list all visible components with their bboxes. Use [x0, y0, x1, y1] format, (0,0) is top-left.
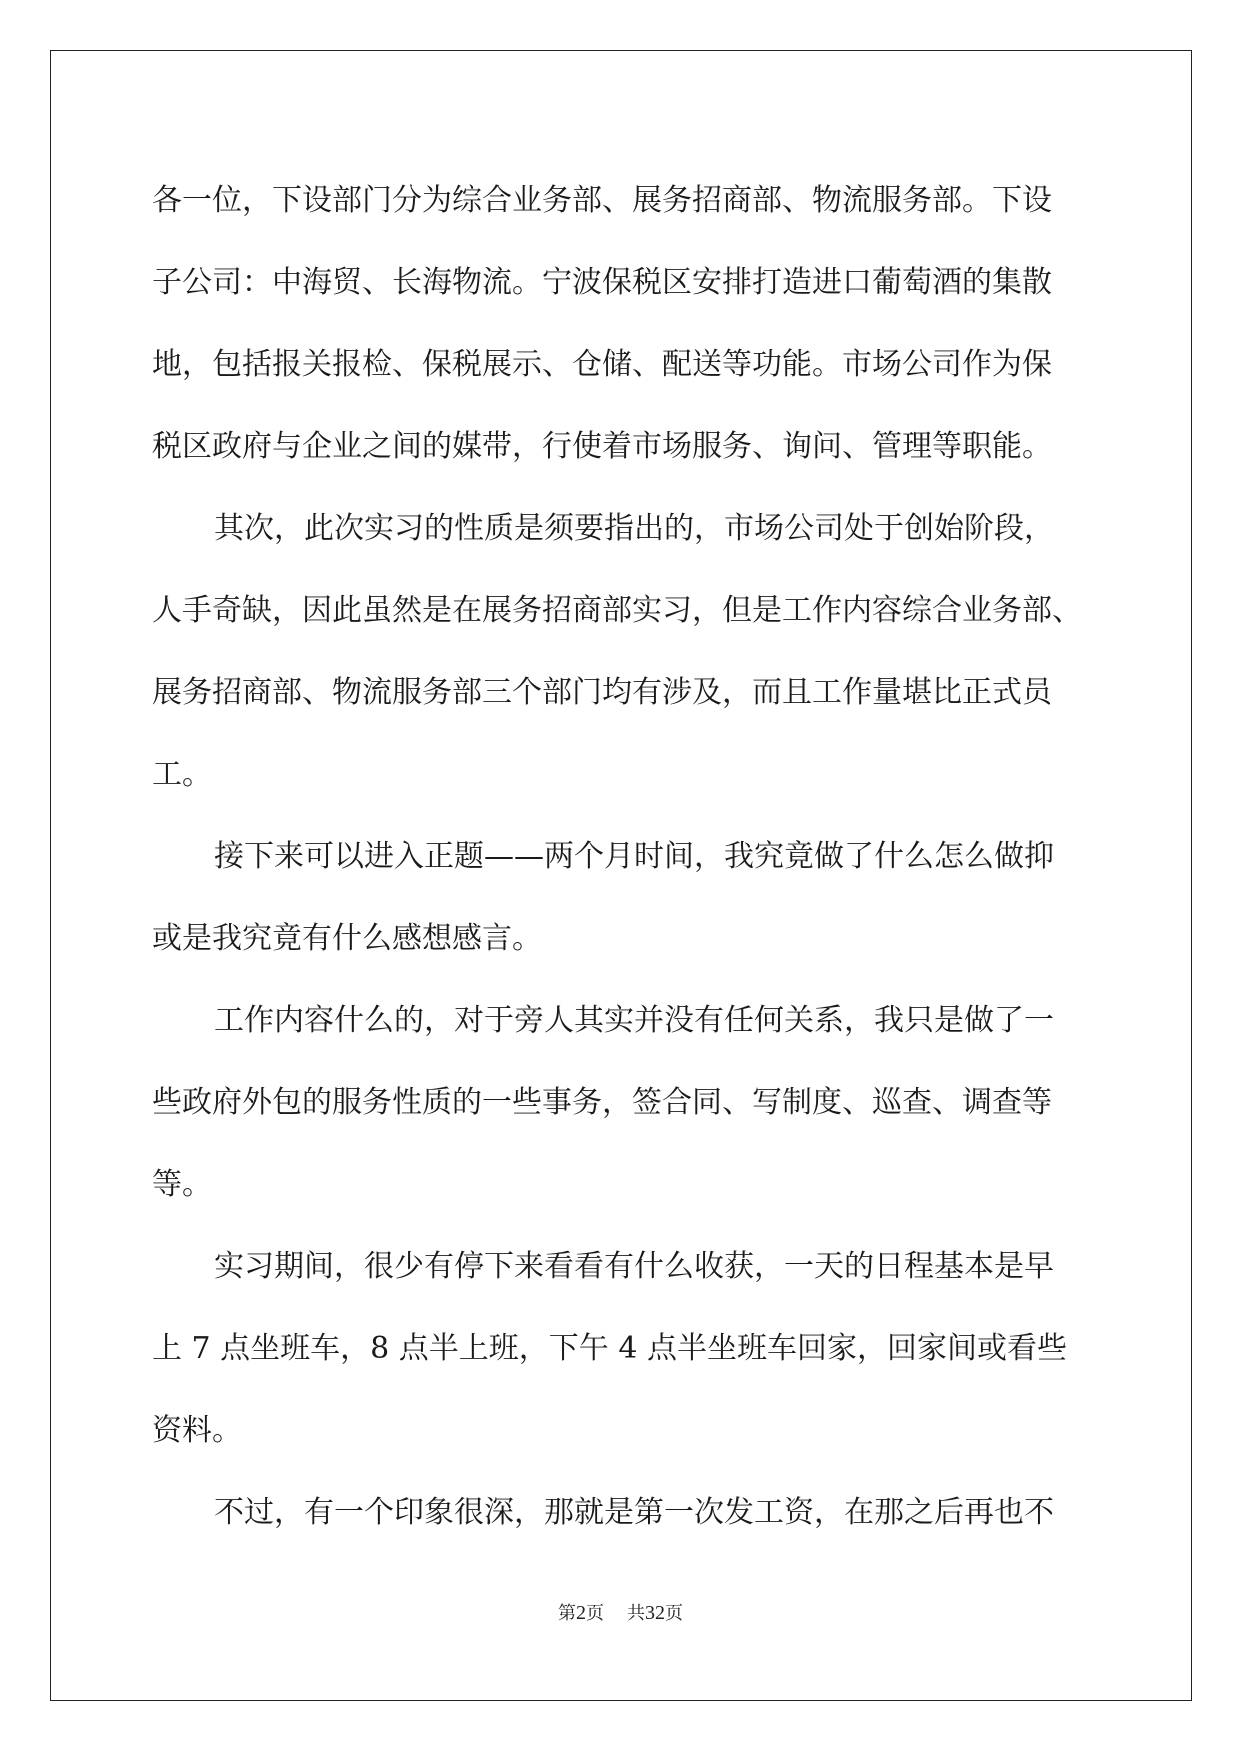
text-line: 其次，此次实习的性质是须要指出的，市场公司处于创始阶段，	[214, 511, 1054, 546]
text-line: 子公司：中海贸、长海物流。宁波保税区安排打造进口葡萄酒的集散	[152, 265, 1052, 300]
text-line: 工。	[152, 757, 212, 792]
text-line: 工作内容什么的，对于旁人其实并没有任何关系，我只是做了一	[214, 1003, 1054, 1038]
page-suffix: 页	[586, 1603, 605, 1624]
page-footer	[0, 1599, 1241, 1625]
text-line: 或是我究竟有什么感想感言。	[152, 921, 542, 956]
text-line: 资料。	[152, 1413, 242, 1448]
text-line: 上 7 点坐班车，8 点半上班，下午 4 点半坐班车回家，回家间或看些	[152, 1331, 1067, 1366]
total-prefix: 共	[626, 1603, 645, 1624]
text-line: 人手奇缺，因此虽然是在展务招商部实习，但是工作内容综合业务部、	[152, 593, 1082, 628]
total-suffix: 页	[664, 1603, 683, 1624]
text-line: 地，包括报关报检、保税展示、仓储、配送等功能。市场公司作为保	[152, 347, 1052, 382]
page-prefix: 第	[558, 1603, 577, 1624]
text-line: 展务招商部、物流服务部三个部门均有涉及，而且工作量堪比正式员	[152, 675, 1052, 710]
text-line: 不过，有一个印象很深，那就是第一次发工资，在那之后再也不	[214, 1495, 1054, 1530]
text-line: 税区政府与企业之间的媒带，行使着市场服务、询问、管理等职能。	[152, 429, 1052, 464]
document-body	[152, 160, 1107, 1554]
text-line: 等。	[152, 1167, 212, 1202]
total-pages: 32	[644, 1602, 665, 1624]
text-line: 各一位，下设部门分为综合业务部、展务招商部、物流服务部。下设	[152, 183, 1052, 218]
page-number: 2	[576, 1602, 587, 1624]
text-line: 实习期间，很少有停下来看看有什么收获，一天的日程基本是早	[214, 1249, 1054, 1284]
text-line: 接下来可以进入正题——两个月时间，我究竟做了什么怎么做抑	[214, 839, 1054, 874]
text-line: 些政府外包的服务性质的一些事务，签合同、写制度、巡查、调查等	[152, 1085, 1052, 1120]
